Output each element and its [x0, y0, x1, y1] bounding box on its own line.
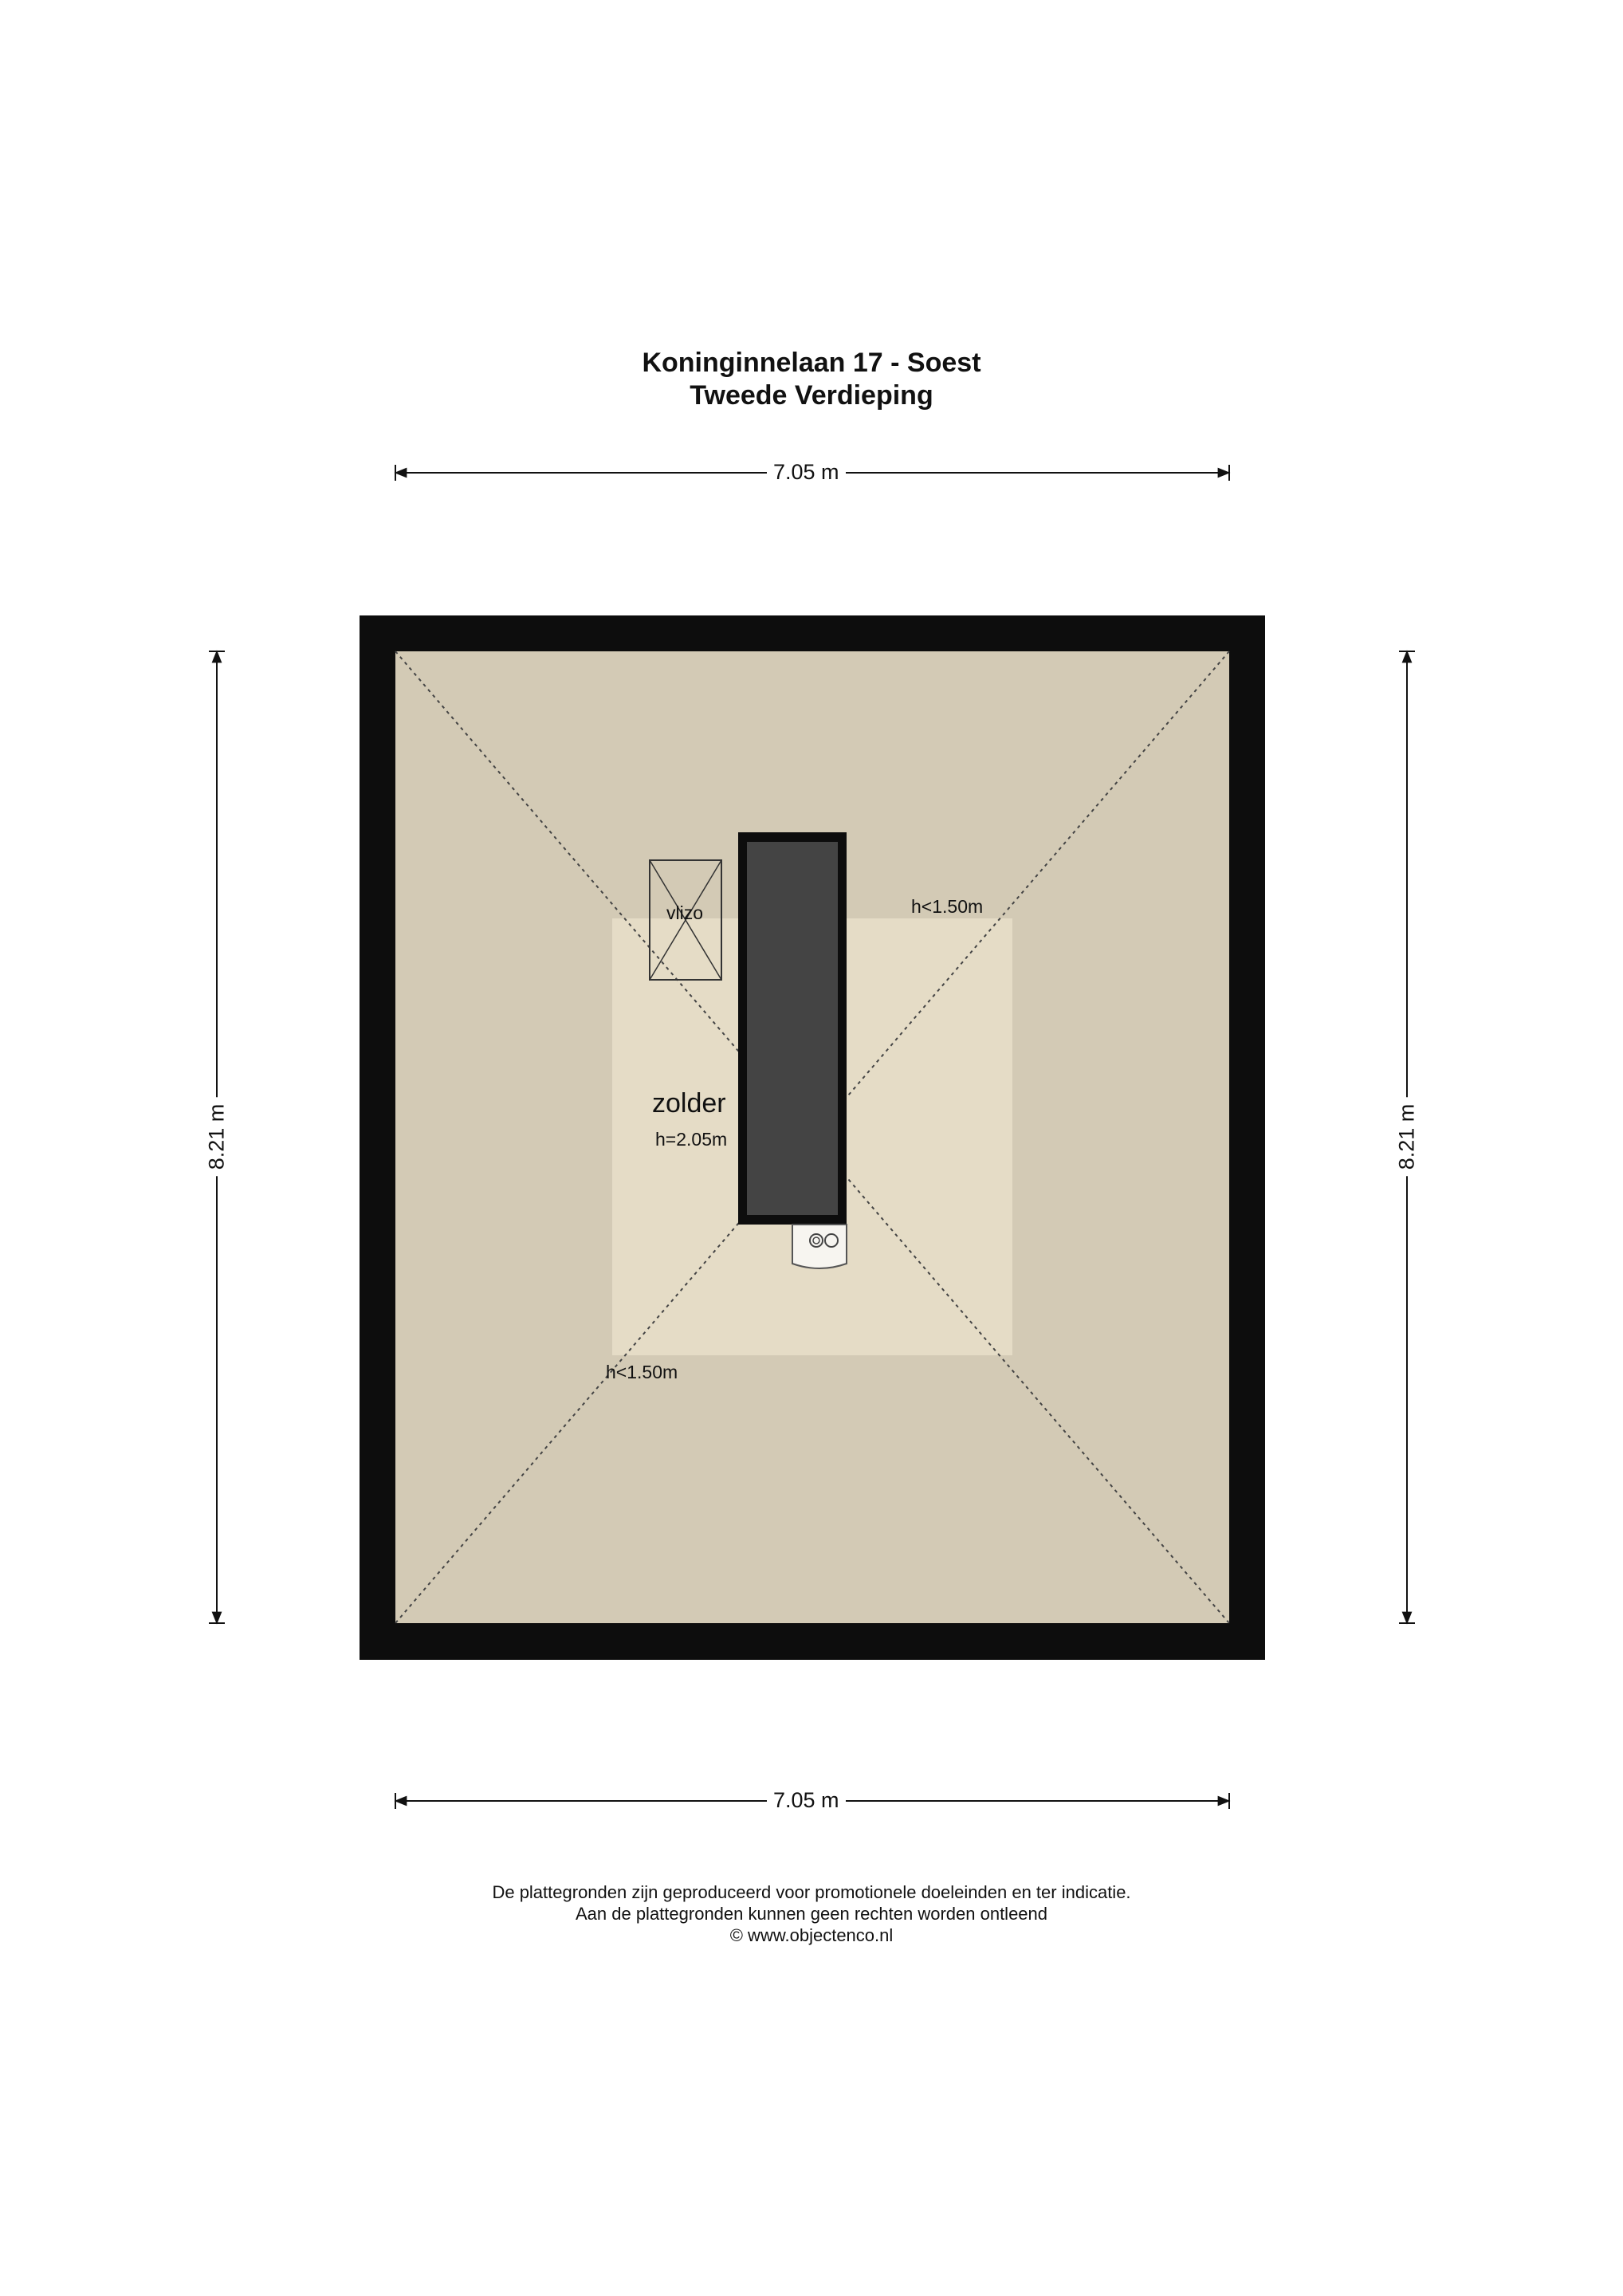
plan-subtitle: Tweede Verdieping [690, 380, 933, 411]
plan-title: Koninginnelaan 17 - Soest [642, 348, 981, 378]
dimension-label-top: 7.05 m [767, 460, 846, 485]
chimney-shaft [738, 832, 847, 1225]
copyright-line: © www.objectenco.nl [729, 1925, 894, 1945]
hatch-label: vlizo [666, 902, 704, 923]
room-height-zolder: h=2.05m [655, 1129, 728, 1150]
low-height-label-bottom: h<1.50m [606, 1362, 678, 1382]
boiler-unit [792, 1225, 847, 1268]
dimension-label-bottom: 7.05 m [767, 1788, 846, 1813]
dimension-label-left: 8.21 m [205, 1098, 230, 1177]
disclaimer-line-2: Aan de plattegronden kunnen geen rechten worden ontleend [575, 1904, 1048, 1924]
disclaimer-line-1: De plattegronden zijn geproduceerd voor promotionele doeleinden en ter indicatie. [492, 1882, 1131, 1902]
room-name-zolder: zolder [652, 1088, 726, 1119]
low-height-label-top: h<1.50m [911, 896, 984, 917]
dimension-label-right: 8.21 m [1395, 1098, 1420, 1177]
